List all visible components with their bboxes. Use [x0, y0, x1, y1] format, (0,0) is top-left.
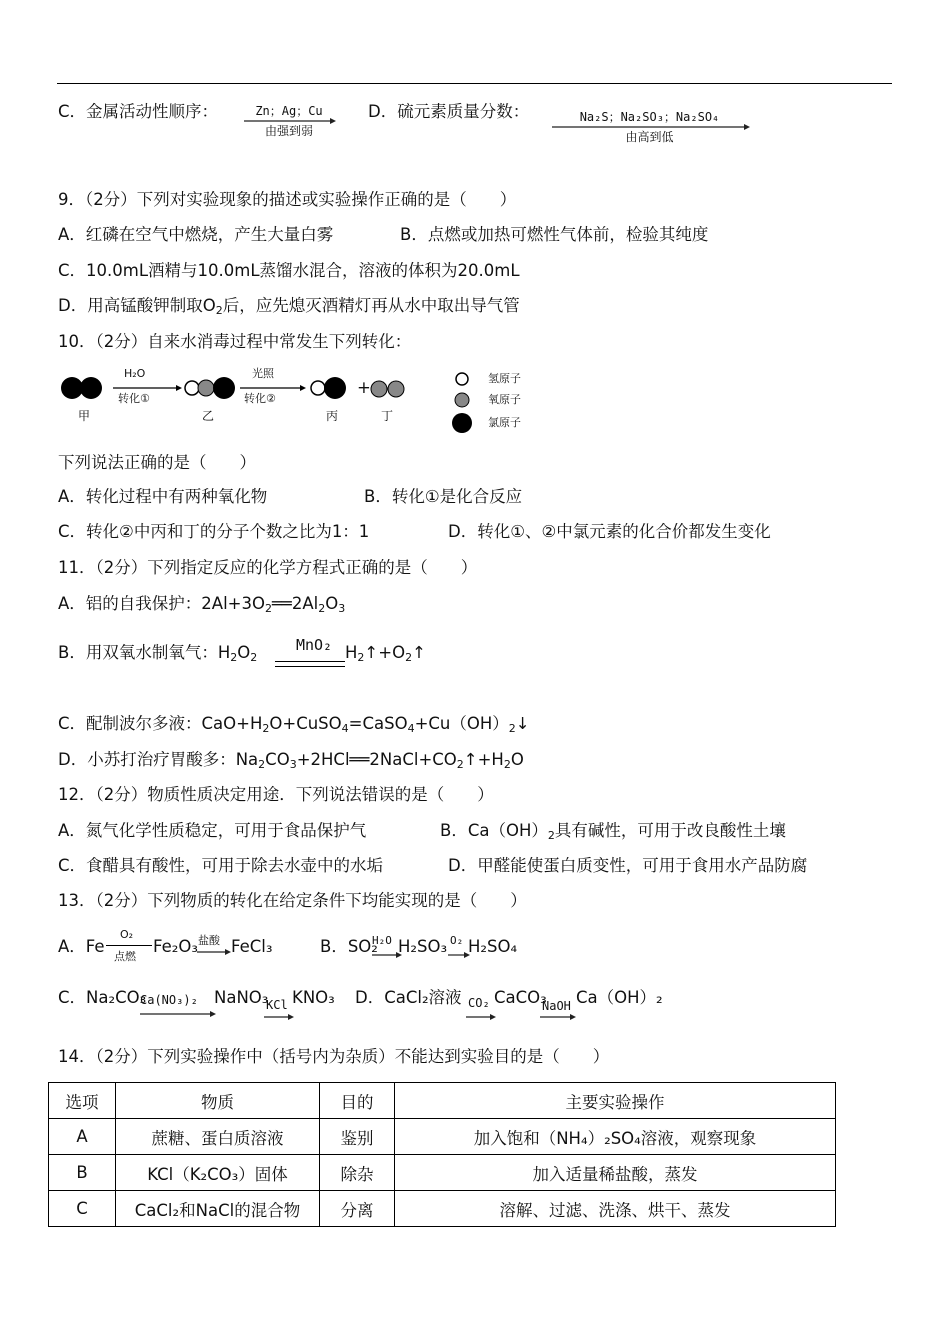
- q14-table: [48, 1082, 836, 1227]
- q13-option-a-start: A．Fe: [58, 937, 105, 956]
- q10-arrow1-top: H₂O: [124, 367, 146, 380]
- q11-option-c: C．配制波尔多液：$CaO+H_2O+CuSO_4=CaSO_4+Cu(OH)_2↓$: [58, 714, 530, 735]
- q13-b-o2: O₂: [450, 934, 464, 947]
- legend-oxygen: 氧原子: [488, 393, 521, 406]
- table-cell: B: [49, 1155, 116, 1191]
- q13-option-b-start: B．SO₂: [320, 937, 378, 956]
- legend-hydrogen: 氢原子: [488, 372, 521, 385]
- chlorine-atom-icon: [213, 377, 235, 399]
- oxygen-atom-icon: [371, 381, 387, 397]
- q13-c-kno3: KNO₃: [292, 988, 335, 1007]
- table-header: 目的: [320, 1083, 395, 1119]
- q13-a-cond: 点燃: [114, 950, 136, 963]
- q10-arrow2-bottom: 转化②: [244, 392, 276, 405]
- oxygen-atom-icon: [455, 393, 469, 407]
- q11-option-b: B．用双氧水制氧气：$H_2O_2$: [58, 643, 258, 664]
- q9-option-c: C．10.0mL酒精与10.0mL蒸馏水混合，溶液的体积为20.0mL: [58, 261, 520, 280]
- q12-option-b: B．$Ca(OH)_2$具有碱性，可用于改良酸性土壤: [440, 821, 786, 842]
- q11-option-d: D．小苏打治疗胃酸多：$Na_2CO_3+2HCl══2NaCl+CO_2↑+H_2O$: [58, 750, 524, 771]
- q12-stem: 12．（2分）物质性质决定用途．下列说法错误的是（ ）: [58, 785, 494, 804]
- q8-option-c-label: C．金属活动性顺序：: [58, 102, 219, 121]
- table-row: [49, 1119, 836, 1155]
- q12-option-c: C．食醋具有酸性，可用于除去水壶中的水垢: [58, 856, 384, 875]
- q9-stem: 9．（2分）下列对实验现象的描述或实验操作正确的是（ ）: [58, 190, 517, 209]
- table-cell: KCl（K₂CO₃）固体: [116, 1155, 320, 1191]
- oxygen-atom-icon: [198, 380, 214, 396]
- q11-option-a: A．铝的自我保护：$2Al+3O_2══2Al_2O_3$: [58, 594, 346, 615]
- right-arrow-icon: [448, 952, 470, 958]
- label-bing: 丙: [326, 409, 339, 423]
- q10-arrow1-bottom: 转化①: [118, 392, 150, 405]
- table-header-row: [49, 1083, 836, 1119]
- q13-a-fecl3: FeCl₃: [231, 937, 273, 956]
- table-row: [49, 1155, 836, 1191]
- q9-option-b: B．点燃或加热可燃性气体前，检验其纯度: [400, 225, 709, 244]
- chlorine-atom-icon: [452, 413, 472, 433]
- q13-d-caco3: CaCO₃: [494, 988, 547, 1007]
- q13-b-h2o: H₂O: [372, 934, 392, 947]
- table-header: 主要实验操作: [395, 1083, 836, 1119]
- q13-a-o2: O₂: [120, 928, 134, 941]
- right-arrow-icon: [264, 1014, 294, 1020]
- q8-option-c-arrow: [244, 104, 334, 138]
- table-row: [49, 1191, 836, 1227]
- table-cell: A: [49, 1119, 116, 1155]
- q13-b-h2so3: H₂SO₃: [398, 937, 448, 956]
- q9-option-a: A．红磷在空气中燃烧，产生大量白雾: [58, 225, 334, 244]
- q10-option-c: C．转化②中丙和丁的分子个数之比为1：1: [58, 522, 370, 541]
- q13-c-reagent: Ca(NO₃)₂: [140, 993, 198, 1007]
- q13-d-co2: CO₂: [468, 996, 490, 1010]
- table-cell: 蔗糖、蛋白质溶液: [116, 1119, 320, 1155]
- right-arrow-icon: [197, 949, 231, 955]
- q13-d-end: Ca（OH）₂: [576, 988, 663, 1007]
- plus-sign: +: [357, 378, 371, 397]
- q12-option-a: A．氮气化学性质稳定，可用于食品保护气: [58, 821, 367, 840]
- label-ding: 丁: [381, 409, 394, 423]
- q11-b-catalyst: MnO₂: [295, 636, 333, 654]
- q8-c-arrow-top: Zn；Ag；Cu: [255, 104, 323, 118]
- q10-arrow2-top: 光照: [252, 367, 274, 380]
- table-cell: CaCl₂和NaCl的混合物: [116, 1191, 320, 1227]
- q8-c-arrow-bottom: 由强到弱: [264, 124, 313, 138]
- q11-stem: 11．（2分）下列指定反应的化学方程式正确的是（ ）: [58, 558, 478, 577]
- table-cell: 分离: [320, 1191, 395, 1227]
- q8-option-d-arrow: [552, 110, 747, 144]
- right-arrow-icon: [466, 1014, 496, 1020]
- table-cell: 加入饱和（NH₄）₂SO₄溶液，观察现象: [395, 1119, 836, 1155]
- right-arrow-icon: [540, 1014, 576, 1020]
- table-cell: C: [49, 1191, 116, 1227]
- chlorine-atom-icon: [324, 377, 346, 399]
- q10-option-b: B．转化①是化合反应: [364, 487, 523, 506]
- right-arrow-icon: [106, 945, 152, 946]
- q13-c-nano3: NaNO₃: [214, 988, 269, 1007]
- header-rule: [57, 83, 892, 84]
- q10-option-d: D．转化①、②中氯元素的化合价都发生变化: [448, 522, 771, 541]
- table-cell: 溶解、过滤、洗涤、烘干、蒸发: [395, 1191, 836, 1227]
- hydrogen-atom-icon: [456, 373, 468, 385]
- q13-b-h2so4: H₂SO₄: [468, 937, 518, 956]
- table-cell: 加入适量稀盐酸，蒸发: [395, 1155, 836, 1191]
- q13-c-kcl: KCl: [266, 998, 288, 1012]
- legend-icons: [450, 370, 474, 434]
- label-yi: 乙: [202, 409, 215, 423]
- chlorine-atom-icon: [80, 377, 102, 399]
- hydrogen-atom-icon: [185, 381, 199, 395]
- q13-a-fe2o3: Fe₂O₃: [153, 937, 198, 956]
- oxygen-atom-icon: [388, 381, 404, 397]
- q13-stem: 13．（2分）下列物质的转化在给定条件下均能实现的是（ ）: [58, 891, 527, 910]
- q12-option-d: D．甲醛能使蛋白质变性，可用于食用水产品防腐: [448, 856, 808, 875]
- q13-option-c-start: C．Na₂CO₃: [58, 988, 147, 1007]
- chlorine-atom-icon: [61, 377, 83, 399]
- q8-option-d-label: D．硫元素质量分数：: [368, 102, 530, 121]
- q13-a-acid: 盐酸: [198, 934, 220, 947]
- molecule-ding: [368, 378, 408, 400]
- table-header: 物质: [116, 1083, 320, 1119]
- right-arrow-icon: [140, 1011, 216, 1017]
- legend-chlorine: 氯原子: [488, 416, 521, 429]
- q13-d-naoh: NaOH: [542, 999, 571, 1013]
- q14-stem: 14．（2分）下列实验操作中（括号内为杂质）不能达到实验目的是（ ）: [58, 1047, 610, 1066]
- q10-stem: 10．（2分）自来水消毒过程中常发生下列转化：: [58, 332, 412, 351]
- table-cell: 鉴别: [320, 1119, 395, 1155]
- hydrogen-atom-icon: [311, 381, 325, 395]
- q8-d-arrow-bottom: 由高到低: [625, 130, 674, 144]
- equals-sign-icon: [275, 661, 345, 667]
- q11-b-products: $H_2↑+O_2↑$: [345, 643, 426, 664]
- q10-question: 下列说法正确的是（ ）: [58, 453, 256, 472]
- table-header: 选项: [49, 1083, 116, 1119]
- label-jia: 甲: [78, 409, 91, 423]
- q13-option-d-start: D．CaCl₂溶液: [355, 988, 462, 1007]
- q10-option-a: A．转化过程中有两种氧化物: [58, 487, 268, 506]
- q8-d-arrow-top: Na₂S；Na₂SO₃；Na₂SO₄: [579, 110, 720, 124]
- q9-option-d: D．用高锰酸钾制取$O_2$后，应先熄灭酒精灯再从水中取出导气管: [58, 296, 520, 317]
- table-cell: 除杂: [320, 1155, 395, 1191]
